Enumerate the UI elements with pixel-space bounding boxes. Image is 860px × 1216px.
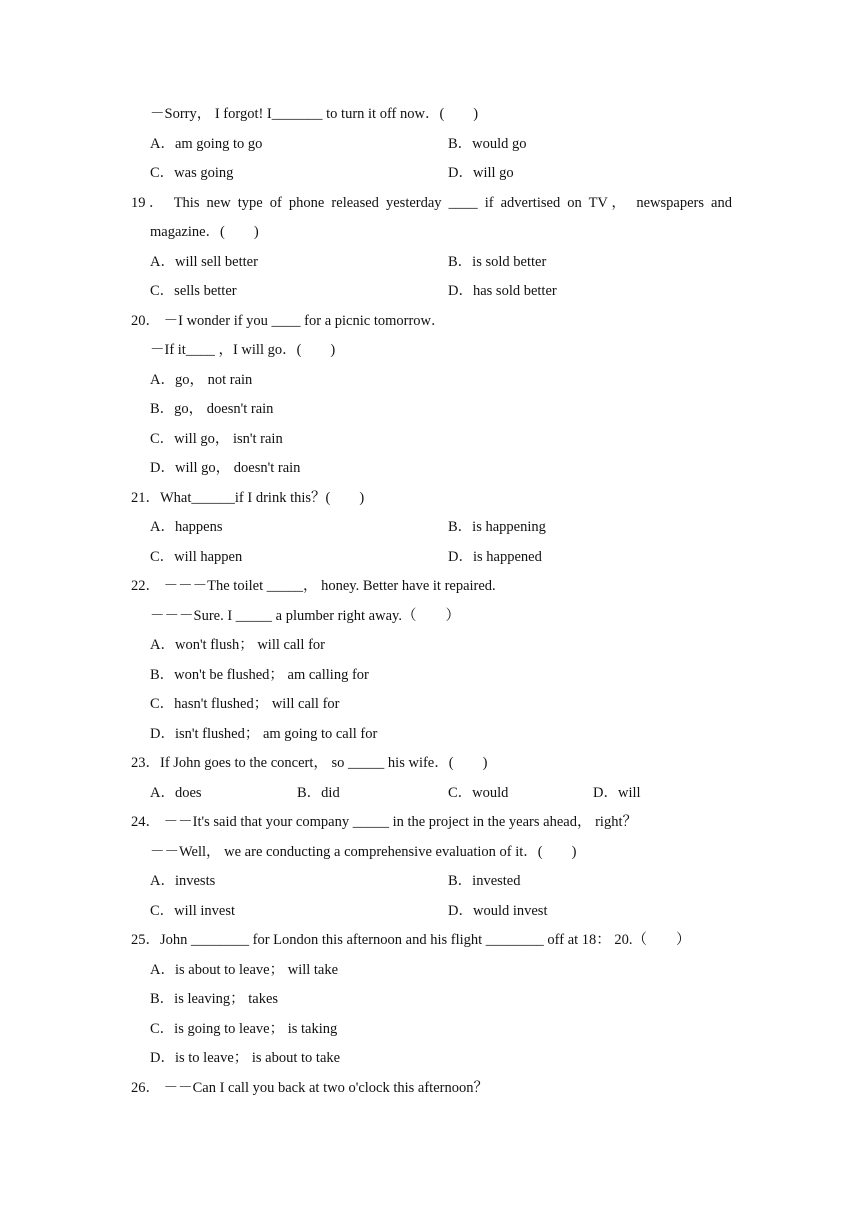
option-c: C．would [448, 785, 509, 801]
option-c: C．was going [150, 165, 234, 181]
option-a: A．happens [150, 519, 223, 535]
question-20: 20． －I wonder if you ____ for a picnic tomorrow． [131, 313, 446, 329]
option-d: D．will go [448, 165, 514, 181]
option-b: B．is leaving； takes [150, 991, 279, 1007]
option-d: D．has sold better [448, 283, 557, 299]
option-a: A．am going to go [150, 136, 263, 152]
option-a: A．is about to leave； will take [150, 962, 339, 978]
option-b: B．would go [448, 136, 527, 152]
question-line: －－Well， we are conducting a comprehensive evaluation of it．( ) [150, 844, 577, 860]
option-d: D．is happened [448, 549, 542, 565]
option-c: C．is going to leave； is taking [150, 1021, 338, 1037]
option-b: B．go， doesn't rain [150, 401, 274, 417]
question-23: 23．If John goes to the concert， so _____ his wife．( ) [131, 755, 488, 771]
question-25: 25．John ________ for London this afternoon and his flight ________ off at 18： 20.（ ） [131, 932, 691, 948]
option-c: C．will happen [150, 549, 243, 565]
option-a: A．go， not rain [150, 372, 253, 388]
question-22: 22． －－－The toilet _____， honey. Better have it repaired. [131, 578, 496, 594]
question-24: 24． －－It's said that your company _____ in the project in the years ahead， right？ [131, 814, 637, 830]
question-line: magazine．( ) [150, 224, 259, 240]
option-a: A．won't flush； will call for [150, 637, 325, 653]
question-line: －－－Sure. I _____ a plumber right away.（ ） [150, 608, 460, 624]
option-c: C．will invest [150, 903, 235, 919]
option-c: C．will go， isn't rain [150, 431, 283, 447]
option-d: D．will go， doesn't rain [150, 460, 301, 476]
question-19: 19． This new type of phone released yesterday ____ if advertised on TV， newspapers and [131, 195, 732, 211]
option-b: B．invested [448, 873, 521, 889]
question-26: 26． －－Can I call you back at two o'clock this afternoon？ [131, 1080, 488, 1096]
option-a: A．will sell better [150, 254, 258, 270]
option-a: A．does [150, 785, 202, 801]
question-line: －If it____ ，I will go．( ) [150, 342, 336, 358]
option-c: C．hasn't flushed； will call for [150, 696, 340, 712]
option-c: C．sells better [150, 283, 237, 299]
option-b: B．won't be flushed； am calling for [150, 667, 369, 683]
option-a: A．invests [150, 873, 216, 889]
option-b: B．is happening [448, 519, 546, 535]
option-b: B．did [297, 785, 340, 801]
option-d: D．would invest [448, 903, 548, 919]
question-line: －Sorry， I forgot! I_______ to turn it off now．( ) [150, 106, 479, 122]
question-21: 21．What______if I drink this？( ) [131, 490, 365, 506]
option-b: B．is sold better [448, 254, 547, 270]
option-d: D．is to leave； is about to take [150, 1050, 341, 1066]
option-d: D．isn't flushed； am going to call for [150, 726, 378, 742]
option-d: D．will [593, 785, 641, 801]
